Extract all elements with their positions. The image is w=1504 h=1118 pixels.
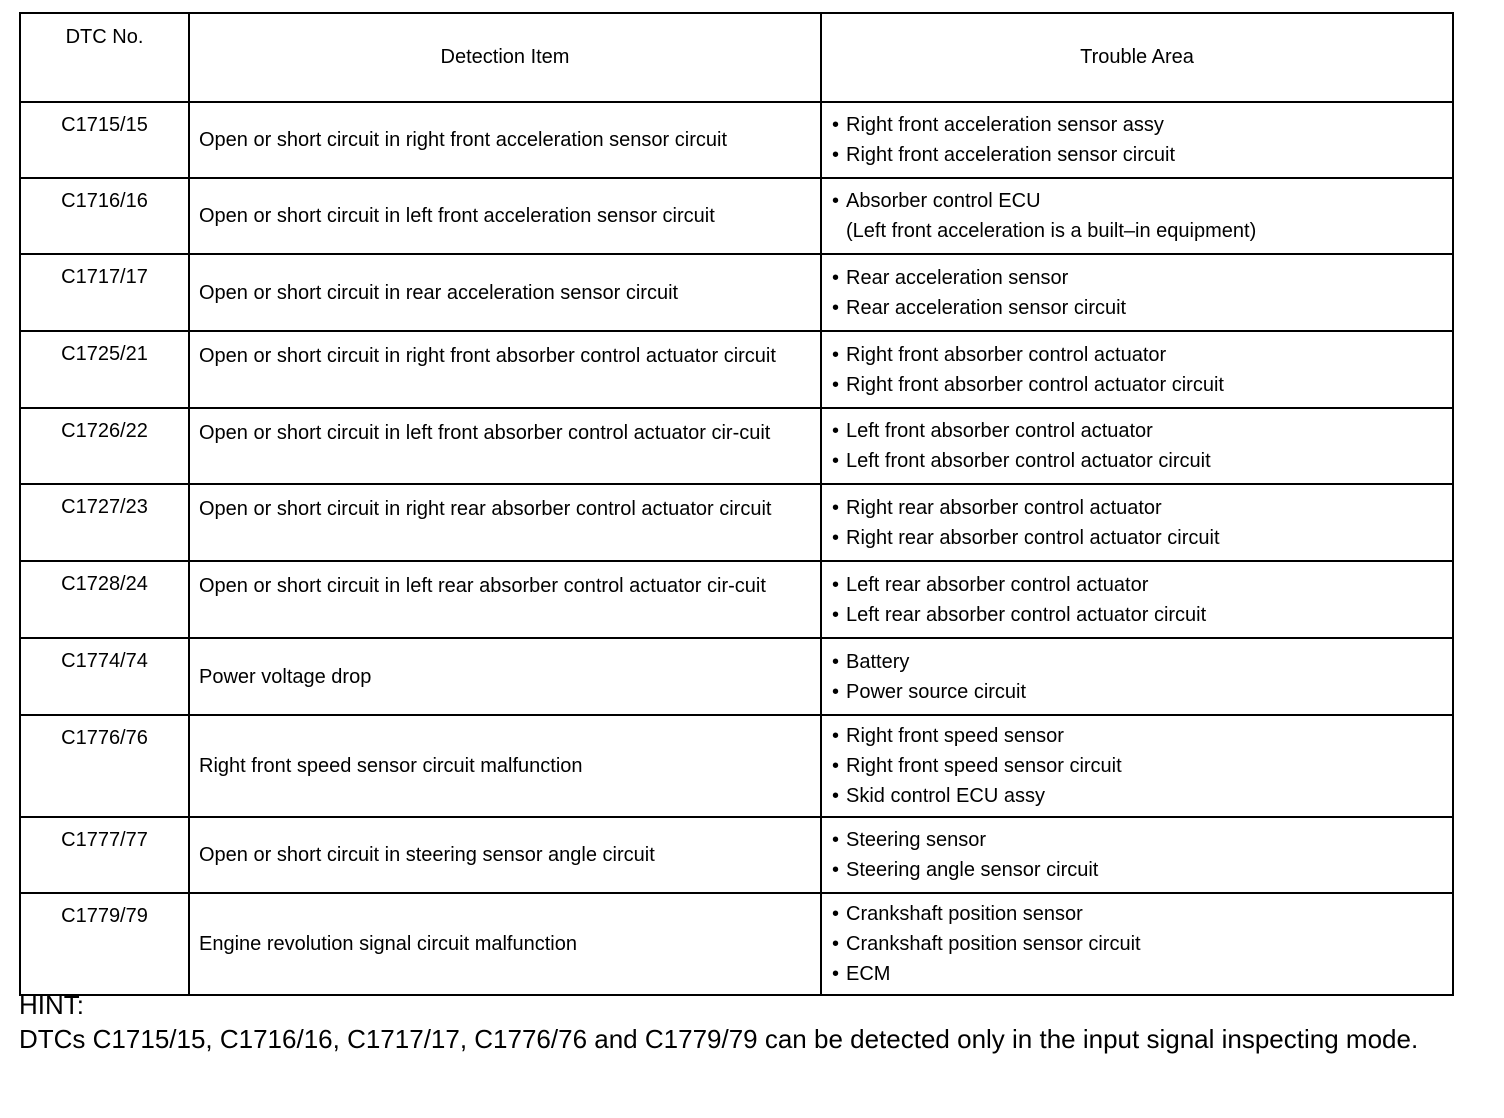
table-row bbox=[20, 254, 1453, 331]
dtc-code-cell: C1717/17 bbox=[20, 254, 189, 331]
trouble-area-item bbox=[832, 677, 1452, 707]
bullet-icon: • bbox=[832, 785, 840, 807]
trouble-area-text: Crankshaft position sensor circuit bbox=[846, 933, 1141, 955]
dtc-code-cell: C1777/77 bbox=[20, 817, 189, 893]
bullet-icon: • bbox=[832, 725, 840, 747]
bullet-icon: • bbox=[832, 755, 840, 777]
trouble-area-item bbox=[832, 600, 1452, 630]
trouble-area-item bbox=[832, 340, 1452, 370]
trouble-area-text: Right front speed sensor bbox=[846, 725, 1064, 747]
bullet-icon: • bbox=[832, 496, 840, 519]
trouble-area-item bbox=[832, 825, 1452, 855]
trouble-area-cell bbox=[821, 331, 1453, 408]
trouble-area-text: Power source circuit bbox=[846, 680, 1027, 703]
dtc-code-cell: C1727/23 bbox=[20, 484, 189, 561]
dtc-code-cell: C1776/76 bbox=[20, 715, 189, 817]
trouble-area-item bbox=[832, 263, 1452, 293]
trouble-area-text: Rear acceleration sensor circuit bbox=[846, 296, 1127, 319]
table-row bbox=[20, 408, 1453, 484]
header-detection-item: Detection Item bbox=[189, 13, 821, 102]
trouble-area-text: Left front absorber control actuator circuit bbox=[846, 450, 1211, 472]
table-row bbox=[20, 817, 1453, 893]
trouble-area-note: (Left front acceleration is a built–in equipment) bbox=[846, 220, 1257, 242]
table-row bbox=[20, 102, 1453, 178]
trouble-area-cell bbox=[821, 715, 1453, 817]
dtc-code-cell: C1715/15 bbox=[20, 102, 189, 178]
trouble-area-cell bbox=[821, 817, 1453, 893]
dtc-code-cell: C1716/16 bbox=[20, 178, 189, 254]
table-row bbox=[20, 331, 1453, 408]
table-row bbox=[20, 178, 1453, 254]
trouble-area-item bbox=[832, 110, 1452, 140]
dtc-table bbox=[19, 12, 1454, 996]
detection-item-cell: Open or short circuit in right front absorber control actuator circuit bbox=[189, 331, 821, 408]
trouble-area-item bbox=[832, 959, 1452, 989]
table-row bbox=[20, 893, 1453, 995]
trouble-area-text: Right rear absorber control actuator circuit bbox=[846, 526, 1220, 549]
trouble-area-item bbox=[832, 570, 1452, 600]
bullet-icon: • bbox=[832, 373, 840, 396]
dtc-code-cell: C1728/24 bbox=[20, 561, 189, 638]
trouble-area-text: ECM bbox=[846, 963, 891, 985]
detection-item-cell: Open or short circuit in rear acceleration sensor circuit bbox=[189, 254, 821, 331]
trouble-area-text: Crankshaft position sensor bbox=[846, 903, 1083, 925]
trouble-area-item bbox=[832, 140, 1452, 170]
trouble-area-cell bbox=[821, 178, 1453, 254]
bullet-icon: • bbox=[832, 526, 840, 549]
bullet-icon: • bbox=[832, 650, 840, 673]
table-header-row bbox=[20, 13, 1453, 102]
detection-item-cell: Right front speed sensor circuit malfunction bbox=[189, 715, 821, 817]
table-body bbox=[20, 102, 1453, 995]
trouble-area-text: Battery bbox=[846, 650, 910, 673]
detection-item-cell: Open or short circuit in right rear absorber control actuator circuit bbox=[189, 484, 821, 561]
trouble-area-item bbox=[832, 721, 1452, 751]
trouble-area-item bbox=[832, 493, 1452, 523]
trouble-area-cell bbox=[821, 254, 1453, 331]
dtc-code-cell: C1725/21 bbox=[20, 331, 189, 408]
trouble-area-cell bbox=[821, 893, 1453, 995]
trouble-area-text: Left front absorber control actuator bbox=[846, 420, 1153, 442]
header-trouble-area: Trouble Area bbox=[821, 13, 1453, 102]
table-row bbox=[20, 484, 1453, 561]
hint-section bbox=[19, 988, 1452, 1056]
detection-item-cell: Open or short circuit in left front acceleration sensor circuit bbox=[189, 178, 821, 254]
trouble-area-text: Steering sensor bbox=[846, 829, 987, 851]
trouble-area-text: Right front absorber control actuator bbox=[846, 343, 1167, 366]
trouble-area-cell bbox=[821, 561, 1453, 638]
table-row bbox=[20, 715, 1453, 817]
trouble-area-item bbox=[832, 751, 1452, 781]
detection-item-cell: Engine revolution signal circuit malfunction bbox=[189, 893, 821, 995]
hint-title: HINT: bbox=[19, 990, 84, 1020]
bullet-icon: • bbox=[832, 829, 840, 851]
trouble-area-item bbox=[832, 899, 1452, 929]
bullet-icon: • bbox=[832, 603, 840, 626]
bullet-icon: • bbox=[832, 933, 840, 955]
bullet-icon: • bbox=[832, 680, 840, 703]
trouble-area-text: Right front acceleration sensor assy bbox=[846, 114, 1164, 136]
bullet-icon: • bbox=[832, 573, 840, 596]
trouble-area-cell bbox=[821, 408, 1453, 484]
trouble-area-text: Absorber control ECU bbox=[846, 190, 1041, 212]
bullet-icon: • bbox=[832, 450, 840, 472]
bullet-icon: • bbox=[832, 144, 840, 166]
trouble-area-cell bbox=[821, 102, 1453, 178]
trouble-area-item bbox=[832, 186, 1452, 216]
trouble-area-text: Right front acceleration sensor circuit bbox=[846, 144, 1176, 166]
bullet-icon: • bbox=[832, 266, 840, 289]
dtc-code-cell: C1774/74 bbox=[20, 638, 189, 715]
trouble-area-cell bbox=[821, 484, 1453, 561]
dtc-code-cell: C1779/79 bbox=[20, 893, 189, 995]
detection-item-cell: Open or short circuit in right front acceleration sensor circuit bbox=[189, 102, 821, 178]
bullet-icon: • bbox=[832, 114, 840, 136]
bullet-icon: • bbox=[832, 859, 840, 881]
detection-item-cell: Open or short circuit in left front absorber control actuator cir-cuit bbox=[189, 408, 821, 484]
trouble-area-item bbox=[832, 647, 1452, 677]
trouble-area-text: Rear acceleration sensor bbox=[846, 266, 1069, 289]
bullet-icon: • bbox=[832, 190, 840, 212]
table-row bbox=[20, 638, 1453, 715]
bullet-icon: • bbox=[832, 296, 840, 319]
trouble-area-text: Right front speed sensor circuit bbox=[846, 755, 1122, 777]
trouble-area-text: Skid control ECU assy bbox=[846, 785, 1045, 807]
trouble-area-item bbox=[832, 416, 1452, 446]
header-dtc-no: DTC No. bbox=[20, 13, 189, 102]
trouble-area-item bbox=[832, 370, 1452, 400]
trouble-area-text: Right rear absorber control actuator bbox=[846, 496, 1162, 519]
trouble-area-item bbox=[832, 523, 1452, 553]
trouble-area-text: Left rear absorber control actuator bbox=[846, 573, 1149, 596]
trouble-area-cell bbox=[821, 638, 1453, 715]
trouble-area-item bbox=[832, 446, 1452, 476]
dtc-code-cell: C1726/22 bbox=[20, 408, 189, 484]
detection-item-cell: Power voltage drop bbox=[189, 638, 821, 715]
bullet-icon: • bbox=[832, 963, 840, 985]
hint-text: DTCs C1715/15, C1716/16, C1717/17, C1776/76 and C1779/79 can be detected only in the input signal inspecting mode. bbox=[19, 1024, 1419, 1054]
trouble-area-item bbox=[832, 855, 1452, 885]
bullet-icon: • bbox=[832, 903, 840, 925]
detection-item-cell: Open or short circuit in left rear absorber control actuator cir-cuit bbox=[189, 561, 821, 638]
bullet-icon: • bbox=[832, 343, 840, 366]
trouble-area-item bbox=[832, 929, 1452, 959]
trouble-area-text: Right front absorber control actuator circuit bbox=[846, 373, 1224, 396]
trouble-area-item bbox=[832, 293, 1452, 323]
trouble-area-text: Steering angle sensor circuit bbox=[846, 859, 1099, 881]
table-row bbox=[20, 561, 1453, 638]
trouble-area-item bbox=[832, 781, 1452, 811]
trouble-area-text: Left rear absorber control actuator circuit bbox=[846, 603, 1207, 626]
detection-item-cell: Open or short circuit in steering sensor angle circuit bbox=[189, 817, 821, 893]
bullet-icon: • bbox=[832, 420, 840, 442]
